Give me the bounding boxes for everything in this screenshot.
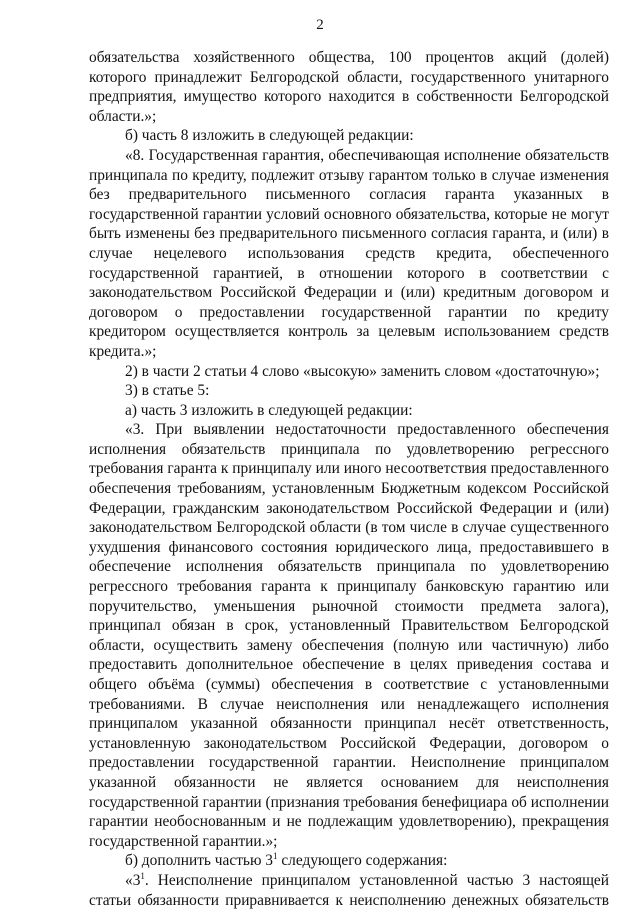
paragraph-part-8: «8. Государственная гарантия, обеспечивающая исполнение обязательств принципала по кредиту, подлежит отзыву гарантом только в случае изменения без предварительного письменного согласия гаранта указанных в государственной гарантии условий основного обязательства, которые не могут быть изменены без предварительного письменного согласия гаранта, и (или) в случае нецелевого использования средств кредита, обеспеченного государственной гарантией, в отношении которого в соответствии с законодательством Российской Федерации и (или) кредитным договором и договором о предоставлении государственной гарантии по кредиту кредитором осуществляется контроль за целевым использованием средств кредита.»;	[89, 146, 609, 360]
paragraph-amendment-b2-tail: следующего содержания:	[277, 852, 448, 870]
paragraph-continuation: обязательства хозяйственного общества, 100 процентов акций (долей) которого принадлежит Белгородской области, государственного унитарного предприятия, имущество которого находится в собственности Белгородской области.»;	[89, 49, 609, 125]
paragraph-amendment-b2-text: б) дополнить частью 3	[125, 852, 273, 870]
paragraph-part-3: «3. При выявлении недостаточности предоставленного обеспечения исполнения обязательств принципала по удовлетворению регрессного требования гаранта к принципалу или иного несоответствия предоставленного обеспечения требованиям, установленным Бюджетным кодексом Российской Федерации, гражданским законодательством Российской Федерации и (или) законодательством Белгородской области (в том числе в случае существенного ухудшения финансового состояния юридического лица, предоставившего в обеспечение исполнения обязательств принципала по удовлетворению регрессного требования гаранта к принципалу банковскую гарантию или поручительство, уменьшения рыночной стоимости предмета залога), принципал обязан в срок, установленный Правительством Белгородской области, осуществить замену обеспечения (полную или частичную) либо предоставить дополнительное обеспечение в целях приведения состава и общего объёма (суммы) обеспечения в соответствие с установленными требованиями. В случае неисполнения или ненадлежащего исполнения принципалом указанной обязанности принципал несёт ответственность, установленную законодательством Российской Федерации, договором о предоставлении государственной гарантии. Неисполнение принципалом указанной обязанности не является основанием для неисполнения государственной гарантии (признания требования бенефициара об исполнении гарантии необоснованным и не подлежащим удовлетворению), прекращения государственной гарантии.»;	[89, 421, 609, 850]
paragraph-amendment-b: б) часть 8 изложить в следующей редакции:	[125, 127, 414, 145]
paragraph-amendment-a: а) часть 3 изложить в следующей редакции:	[125, 401, 413, 419]
paragraph-part-3-1-start: «3	[125, 871, 141, 889]
paragraph-item-2: 2) в части 2 статьи 4 слово «высокую» заменить словом «достаточную»;	[125, 362, 600, 380]
paragraph-part-3-1	[89, 871, 609, 910]
paragraph-part-3-1-text: . Неисполнение принципалом установленной частью 3 настоящей статьи обязанности приравнивается к неисполнению денежных обязательств	[89, 871, 609, 909]
superscript-mark: 1	[140, 870, 145, 881]
paragraph-amendment-b2	[89, 851, 609, 871]
page-number: 2	[316, 17, 324, 33]
superscript-mark: 1	[273, 851, 278, 862]
paragraph-item-3: 3) в статье 5:	[125, 382, 210, 400]
document-body	[89, 48, 609, 910]
